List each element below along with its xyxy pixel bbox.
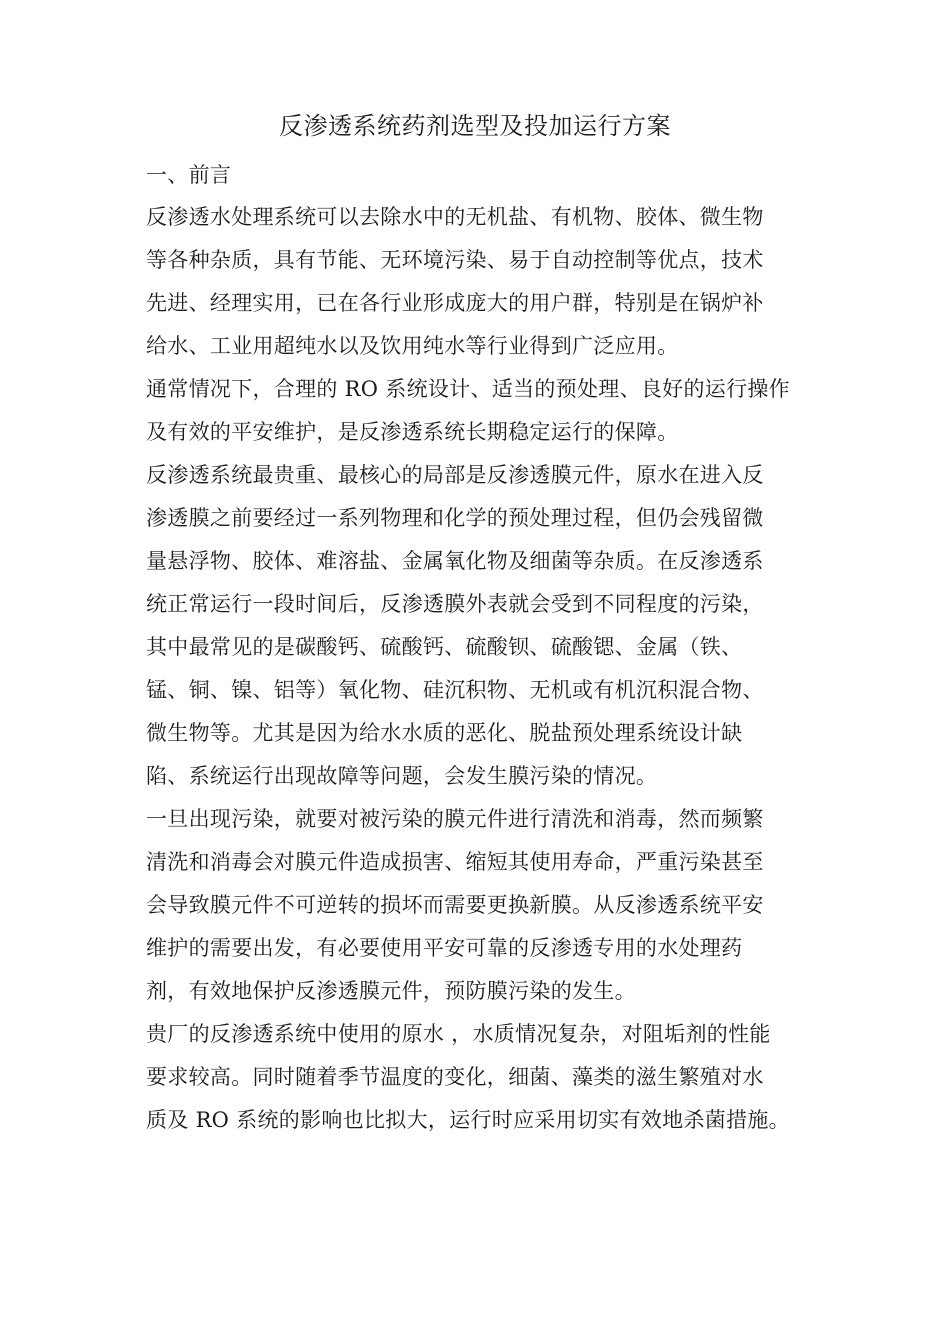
paragraph-line: 锰、铜、镍、铝等）氧化物、硅沉积物、无机或有机沉积混合物、 [146, 678, 764, 702]
paragraph-line: 一旦出现污染，就要对被污染的膜元件进行清洗和消毒，然而频繁 [146, 807, 764, 831]
paragraph-line: 维护的需要出发，有必要使用平安可靠的反渗透专用的水处理药 [146, 936, 743, 960]
paragraph-line: 先进、经理实用，已在各行业形成庞大的用户群，特别是在锅炉补 [146, 291, 764, 315]
paragraph-line: 及有效的平安维护，是反渗透系统长期稳定运行的保障。 [146, 420, 679, 444]
paragraph-line: 陷、系统运行出现故障等问题，会发生膜污染的情况。 [146, 764, 658, 788]
paragraph-line: 清洗和消毒会对膜元件造成损害、缩短其使用寿命，严重污染甚至 [146, 850, 764, 874]
paragraph-line: 质及 RO 系统的影响也比拟大，运行时应采用切实有效地杀菌措施。 [146, 1108, 790, 1132]
paragraph-line: 要求较高。同时随着季节温度的变化，细菌、藻类的滋生繁殖对水 [146, 1065, 764, 1089]
paragraph-line: 量悬浮物、胶体、难溶盐、金属氧化物及细菌等杂质。在反渗透系 [146, 549, 764, 573]
paragraph-line: 渗透膜之前要经过一系列物理和化学的预处理过程，但仍会残留微 [146, 506, 764, 530]
section-heading: 一、前言 [146, 163, 232, 187]
paragraph-line: 其中最常见的是碳酸钙、硫酸钙、硫酸钡、硫酸锶、金属（铁、 [146, 635, 743, 659]
paragraph-line: 反渗透水处理系统可以去除水中的无机盐、有机物、胶体、微生物 [146, 205, 764, 229]
paragraph-line: 会导致膜元件不可逆转的损坏而需要更换新膜。从反渗透系统平安 [146, 893, 764, 917]
paragraph-line: 反渗透系统最贵重、最核心的局部是反渗透膜元件，原水在进入反 [146, 463, 764, 487]
paragraph-line: 统正常运行一段时间后，反渗透膜外表就会受到不同程度的污染， [146, 592, 764, 616]
paragraph-line: 等各种杂质，具有节能、无环境污染、易于自动控制等优点，技术 [146, 248, 764, 272]
paragraph-line: 剂，有效地保护反渗透膜元件，预防膜污染的发生。 [146, 979, 636, 1003]
paragraph-line: 通常情况下，合理的 RO 系统设计、适当的预处理、良好的运行操作 [146, 377, 790, 401]
paragraph-line: 微生物等。尤其是因为给水水质的恶化、脱盐预处理系统设计缺 [146, 721, 743, 745]
paragraph-line: 给水、工业用超纯水以及饮用纯水等行业得到广泛应用。 [146, 334, 679, 358]
document-title: 反渗透系统药剂选型及投加运行方案 [279, 112, 671, 140]
paragraph-line: 贵厂的反渗透系统中使用的原水 ，水质情况复杂，对阻垢剂的性能 [146, 1022, 771, 1046]
